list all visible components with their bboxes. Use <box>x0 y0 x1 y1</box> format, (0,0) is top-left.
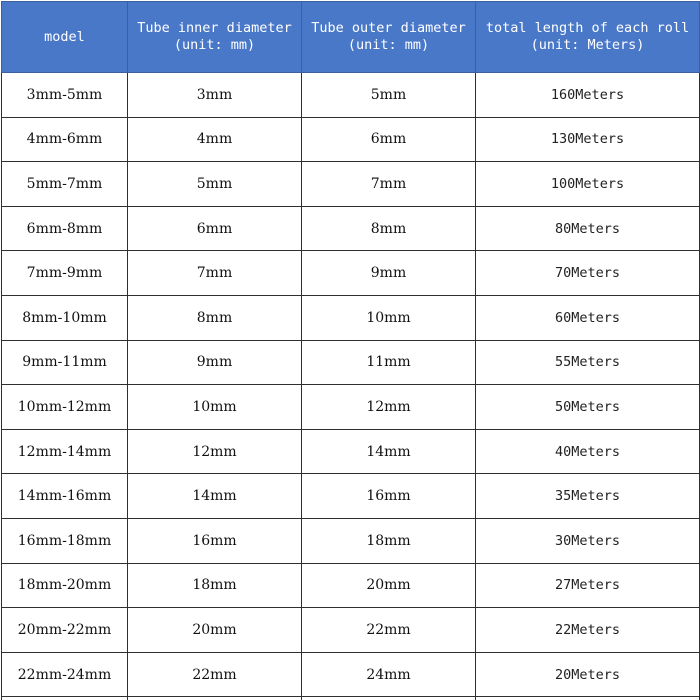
cell-inner-diameter: 9mm <box>128 340 302 385</box>
cell-roll-length: 60Meters <box>476 295 700 340</box>
cell-roll-length: 55Meters <box>476 340 700 385</box>
cell-roll-length: 20Meters <box>476 652 700 697</box>
cell-model: 10mm-12mm <box>2 385 128 430</box>
cell-model: 18mm-20mm <box>2 563 128 608</box>
cell-inner-diameter: 20mm <box>128 608 302 653</box>
header-roll-length: total length of each roll (unit: Meters) <box>476 2 700 73</box>
cell-outer-diameter: 22mm <box>302 608 476 653</box>
cell-outer-diameter: 14mm <box>302 429 476 474</box>
cell-outer-diameter: 20mm <box>302 563 476 608</box>
table-row <box>2 474 700 519</box>
table-row <box>2 563 700 608</box>
header-outer-diameter: Tube outer diameter (unit: mm) <box>302 2 476 73</box>
cell-roll-length: 50Meters <box>476 385 700 430</box>
table-row <box>2 340 700 385</box>
tube-spec-table <box>1 1 700 700</box>
cell-roll-length: 80Meters <box>476 206 700 251</box>
table-row <box>2 117 700 162</box>
cell-inner-diameter: 10mm <box>128 385 302 430</box>
cell-inner-diameter: 3mm <box>128 73 302 118</box>
cell-inner-diameter: 18mm <box>128 563 302 608</box>
cell-model: 5mm-7mm <box>2 162 128 207</box>
cell-roll-length: 100Meters <box>476 162 700 207</box>
cell-model: 12mm-14mm <box>2 429 128 474</box>
table-row <box>2 206 700 251</box>
cell-inner-diameter: 12mm <box>128 429 302 474</box>
cell-model: 20mm-22mm <box>2 608 128 653</box>
cell-outer-diameter: 8mm <box>302 206 476 251</box>
header-model: model <box>2 2 128 73</box>
cell-roll-length: 22Meters <box>476 608 700 653</box>
cell-outer-diameter: 6mm <box>302 117 476 162</box>
table-row <box>2 518 700 563</box>
header-inner-diameter: Tube inner diameter (unit: mm) <box>128 2 302 73</box>
cell-model: 22mm-24mm <box>2 652 128 697</box>
cell-model: 6mm-8mm <box>2 206 128 251</box>
cell-model: 4mm-6mm <box>2 117 128 162</box>
cell-inner-diameter: 16mm <box>128 518 302 563</box>
cell-outer-diameter: 5mm <box>302 73 476 118</box>
table-row <box>2 73 700 118</box>
cell-inner-diameter: 8mm <box>128 295 302 340</box>
cell-roll-length: 130Meters <box>476 117 700 162</box>
cell-roll-length: 30Meters <box>476 518 700 563</box>
cell-inner-diameter: 14mm <box>128 474 302 519</box>
cell-model: 8mm-10mm <box>2 295 128 340</box>
cell-inner-diameter: 4mm <box>128 117 302 162</box>
cell-outer-diameter: 11mm <box>302 340 476 385</box>
cell-model: 9mm-11mm <box>2 340 128 385</box>
cell-inner-diameter: 7mm <box>128 251 302 296</box>
cell-model: 14mm-16mm <box>2 474 128 519</box>
cell-inner-diameter: 5mm <box>128 162 302 207</box>
cell-outer-diameter: 16mm <box>302 474 476 519</box>
cell-roll-length: 160Meters <box>476 73 700 118</box>
table-row <box>2 162 700 207</box>
cell-roll-length: 40Meters <box>476 429 700 474</box>
cell-inner-diameter: 6mm <box>128 206 302 251</box>
cell-outer-diameter: 10mm <box>302 295 476 340</box>
table-row <box>2 295 700 340</box>
table-row <box>2 608 700 653</box>
cell-roll-length: 70Meters <box>476 251 700 296</box>
cell-outer-diameter: 24mm <box>302 652 476 697</box>
cell-model: 16mm-18mm <box>2 518 128 563</box>
cell-outer-diameter: 9mm <box>302 251 476 296</box>
table-row <box>2 652 700 697</box>
cell-model: 3mm-5mm <box>2 73 128 118</box>
cell-inner-diameter: 22mm <box>128 652 302 697</box>
cell-model: 7mm-9mm <box>2 251 128 296</box>
table-row <box>2 251 700 296</box>
cell-outer-diameter: 18mm <box>302 518 476 563</box>
cell-outer-diameter: 12mm <box>302 385 476 430</box>
cell-roll-length: 35Meters <box>476 474 700 519</box>
cell-outer-diameter: 7mm <box>302 162 476 207</box>
cell-roll-length: 27Meters <box>476 563 700 608</box>
table-row <box>2 385 700 430</box>
table-header-row <box>2 2 700 73</box>
table-row <box>2 429 700 474</box>
